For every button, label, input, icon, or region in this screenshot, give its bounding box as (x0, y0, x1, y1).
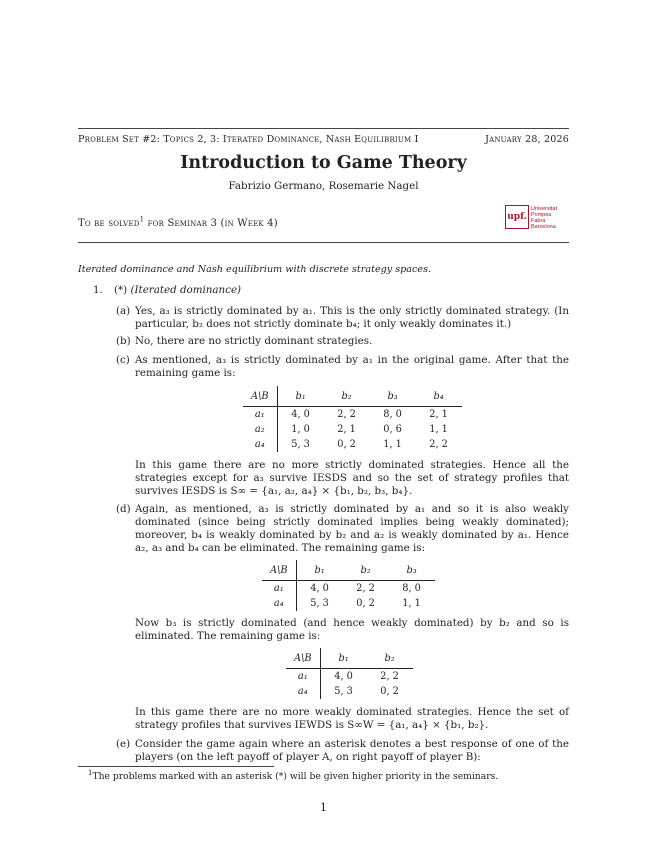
table3-corner: A\B (286, 648, 320, 669)
payoff-table-1 (243, 386, 462, 452)
part-a-label: (a) (116, 305, 131, 317)
row-head: a₁ (286, 669, 320, 685)
footnote-rule (78, 766, 274, 767)
part-d-after: In this game there are no more weakly dominated strategies. Hence the set of strategy profiles that survives IEWDS is S∞W = {a₁, a₄} × {b₁, b₂}. (135, 706, 569, 731)
table1-corner: A\B (243, 386, 277, 407)
cell: 1, 0 (291, 424, 310, 435)
cell: 1, 1 (383, 439, 402, 450)
part-c-text: As mentioned, a₃ is strictly dominated by a₁ in the original game. After that the remaining game is: (135, 354, 569, 379)
q1-heading (114, 284, 241, 297)
section-intro: Iterated dominance and Nash equilibrium with discrete strategy spaces. (78, 264, 432, 275)
table1-col: b₂ (324, 386, 370, 407)
university-logo (505, 205, 565, 230)
cell: 2, 1 (429, 409, 448, 420)
payoff-table-2 (262, 560, 435, 611)
q1-title: (Iterated dominance) (130, 284, 242, 296)
cell: 0, 2 (380, 686, 399, 697)
top-rule (78, 128, 569, 129)
row-head: a₄ (286, 684, 320, 699)
solved-post: for Seminar 3 (in Week 4) (144, 218, 278, 229)
part-c-after: In this game there are no more strictly dominated strategies. Hence all the strategies except for a₃ survive IESDS and so the set of strategy profiles that survives IESDS is S∞ = {a₁, a₂, a₄} × {b₁, b₂, b₃, b₄}. (135, 459, 569, 497)
part-e-label: (e) (116, 738, 131, 750)
footnote-ref[interactable]: 1 (139, 215, 145, 224)
page-number: 1 (320, 801, 327, 814)
row-head: a₄ (262, 596, 296, 611)
row-head: a₁ (262, 581, 296, 597)
table2-col: b₁ (296, 560, 343, 581)
part-b-label: (b) (116, 335, 131, 347)
cell: 4, 0 (310, 583, 329, 594)
table2-col: b₂ (343, 560, 389, 581)
part-d-middle: Now b₃ is strictly dominated (and hence weakly dominated) by b₂ and so is eliminated. The remaining game is: (135, 617, 569, 642)
part-a-text: Yes, a₃ is strictly dominated by a₁. This is the only strictly dominated strategy. (In particular, b₂ does not strictly dominate b₄; it only weakly dominates it.) (135, 305, 569, 330)
table2-corner: A\B (262, 560, 296, 581)
table-row (286, 684, 413, 699)
part-d-text: Again, as mentioned, a₃ is strictly dominated by a₁ and so it is also weakly dominated (since being strictly dominated implies being weakly dominated); moreover, b₄ is weakly dominated by b₂ and a₂ is weakly dominated by a₁. Hence a₂, a₃ and b₄ can be eliminated. The remaining game is: (135, 503, 569, 554)
table-row (243, 422, 462, 437)
cell: 2, 2 (380, 671, 399, 682)
cell: 0, 2 (356, 598, 375, 609)
cell: 8, 0 (383, 409, 402, 420)
part-b-text: No, there are no strictly dominant strategies. (135, 335, 373, 347)
cell: 2, 2 (356, 583, 375, 594)
table2-col: b₃ (389, 560, 435, 581)
footnote-mark: 1 (88, 768, 93, 777)
q1-number: 1. (93, 284, 103, 296)
q1-star: (*) (114, 284, 128, 296)
row-head: a₂ (243, 422, 277, 437)
header-date: January 28, 2026 (485, 134, 569, 145)
header-bottom-rule (78, 242, 569, 243)
solved-line (78, 217, 278, 230)
cell: 1, 1 (402, 598, 421, 609)
page-title: Introduction to Game Theory (180, 153, 467, 173)
row-head: a₄ (243, 437, 277, 452)
logo-mark: upf. (505, 205, 529, 229)
part-d-label: (d) (116, 503, 131, 515)
authors: Fabrizio Germano, Rosemarie Nagel (228, 180, 419, 192)
table-row (286, 669, 413, 685)
part-c-label: (c) (116, 354, 130, 366)
payoff-table-3 (286, 648, 413, 699)
row-head: a₁ (243, 407, 277, 423)
cell: 4, 0 (291, 409, 310, 420)
table-row (262, 596, 435, 611)
footnote (88, 770, 498, 783)
table-row (262, 581, 435, 597)
cell: 1, 1 (429, 424, 448, 435)
cell: 2, 2 (429, 439, 448, 450)
logo-text: Universitat Pompeu Fabra Barcelona (531, 206, 557, 230)
cell: 2, 2 (337, 409, 356, 420)
table3-col: b₁ (320, 648, 367, 669)
cell: 5, 3 (310, 598, 329, 609)
table1-col: b₃ (370, 386, 416, 407)
part-e-text: Consider the game again where an asterisk denotes a best response of one of the players (on the left payoff of player A, on right payoff of player B): (135, 738, 569, 763)
running-header: Problem Set #2: Topics 2, 3: Iterated Dominance, Nash Equilibrium I (78, 134, 419, 145)
cell: 4, 0 (334, 671, 353, 682)
table-row (243, 437, 462, 452)
cell: 5, 3 (334, 686, 353, 697)
solved-pre: To be solved (78, 218, 140, 229)
cell: 2, 1 (337, 424, 356, 435)
cell: 0, 2 (337, 439, 356, 450)
cell: 5, 3 (291, 439, 310, 450)
footnote-text: The problems marked with an asterisk (*) will be given higher priority in the seminars. (92, 771, 499, 782)
cell: 8, 0 (402, 583, 421, 594)
table3-col: b₂ (367, 648, 413, 669)
table1-col: b₄ (416, 386, 462, 407)
table1-col: b₁ (277, 386, 324, 407)
table-row (243, 407, 462, 423)
cell: 0, 6 (383, 424, 402, 435)
